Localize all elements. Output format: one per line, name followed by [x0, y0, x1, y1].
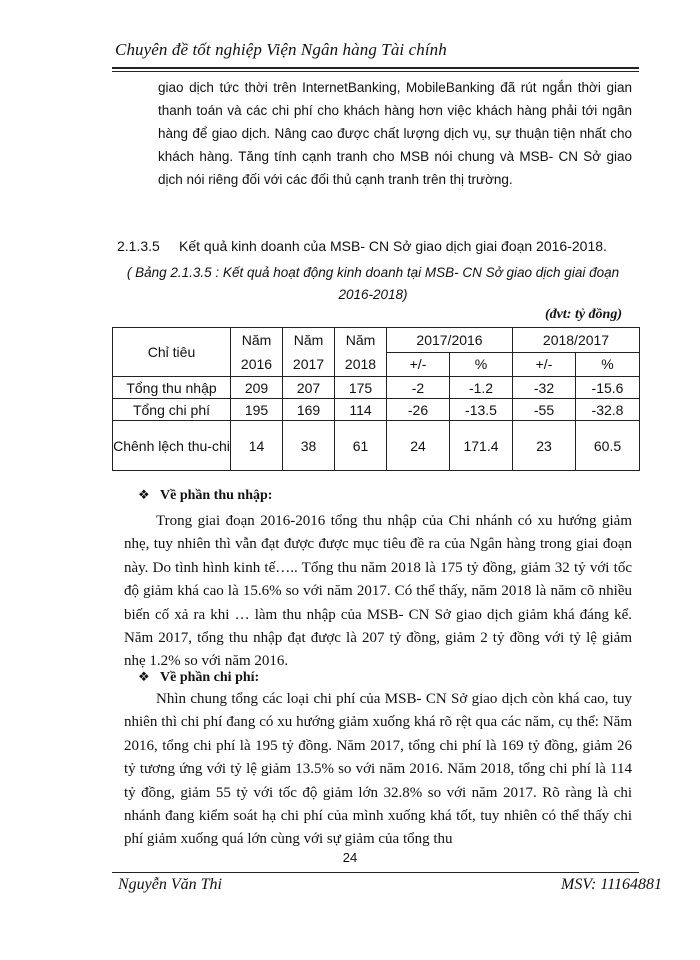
row-label: Tổng chi phí — [113, 399, 231, 421]
business-results-table — [112, 327, 640, 471]
table-cell: 175 — [335, 377, 387, 399]
header-pct-1: % — [450, 352, 513, 377]
header-pct-2: % — [576, 352, 640, 377]
table-cell: 23 — [513, 421, 576, 471]
table-cell: -32 — [513, 377, 576, 399]
table-cell: 114 — [335, 399, 387, 421]
table-cell: 24 — [387, 421, 450, 471]
intro-paragraph: giao dịch tức thời trên InternetBanking, MobileBanking đã rút ngắn thời gian thanh toán và các chi phí cho khách hàng hơn việc khách hàng phải tới ngân hàng để giao dịch. Nâng cao được chất lượng dịch vụ, sự thuận tiện nhất cho khách hàng. Tăng tính cạnh tranh cho MSB nói chung và MSB- CN Sở giao dịch nói riêng đối với các đối thủ cạnh tranh trên thị trường. — [158, 80, 632, 187]
expense-paragraph: Nhìn chung tổng các loại chi phí của MSB- CN Sở giao dịch còn khá cao, tuy nhiên thì chi phí đang có xu hướng giảm xuống khá rõ rệt qua các năm, cụ thể: Năm 2016, tổng chi phí là 195 tỷ đồng. Năm 2017, tổng chi phí là 169 tỷ đồng, giảm 26 tỷ tương ứng với tỷ lệ giảm 13.5% so với năm 2016. Năm 2018, tổng chi phí là 114 tỷ đồng, giảm 55 tỷ với tốc độ giảm lớn 32.8% so với năm 2017. Rõ ràng là chi nhánh đang kiểm soát hạ chi phí của mình xuống khá tốt, tuy nhiên có thể thấy chi phí giảm xuống quá lớn cùng với sự giảm của tổng thu — [124, 691, 632, 848]
income-heading: ❖ Về phần thu nhập: — [138, 487, 273, 503]
table-cell: 195 — [231, 399, 283, 421]
table-cell: 60.5 — [576, 421, 640, 471]
diamond-bullet-icon: ❖ — [138, 487, 150, 502]
table-row — [113, 377, 640, 399]
header-compare-2018-2017: 2018/2017 — [513, 328, 640, 353]
expense-heading: ❖ Về phần chi phí: — [138, 669, 260, 685]
table-cell: 171.4 — [450, 421, 513, 471]
table-cell: -2 — [387, 377, 450, 399]
section-heading — [117, 238, 627, 254]
table-cell: 209 — [231, 377, 283, 399]
row-label: Chênh lệch thu-chi — [113, 421, 231, 471]
header-rule-thin — [112, 71, 639, 72]
table-cell: -32.8 — [576, 399, 640, 421]
header-year-2018: Năm 2018 — [335, 328, 387, 377]
header-compare-2017-2016: 2017/2016 — [387, 328, 513, 353]
header-rule — [112, 67, 639, 69]
header-diff-1: +/- — [387, 352, 450, 377]
header-diff-2: +/- — [513, 352, 576, 377]
footer-student-id: MSV: 11164881 — [560, 876, 662, 893]
table-cell: 61 — [335, 421, 387, 471]
diamond-bullet-icon: ❖ — [138, 669, 150, 684]
header-indicator: Chỉ tiêu — [113, 328, 231, 377]
table-caption: ( Bảng 2.1.3.5 : Kết quả hoạt động kinh doanh tại MSB- CN Sở giao dịch giai đoạn 2016-2018) — [126, 265, 620, 302]
table-cell: 169 — [283, 399, 335, 421]
table-cell: -13.5 — [450, 399, 513, 421]
table-cell: 207 — [283, 377, 335, 399]
page-number: 24 — [342, 850, 358, 865]
table-cell: 14 — [231, 421, 283, 471]
income-paragraph: Trong giai đoạn 2016-2016 tổng thu nhập của Chi nhánh có xu hướng giảm nhẹ, tuy nhiên thì vẫn đạt được được mục tiêu đề ra của Ngân hàng trong giai đoạn này. Do tình hình kinh tế….. Tổng thu năm 2018 là 175 tỷ đồng, giảm 32 tỷ với tốc độ giảm khá cao là 15.6% so với năm 2017. Có thể thấy, năm 2018 là năm cõ nhiều biến cố xả ra khi … làm thu nhập của MSB- CN Sở giao dịch giảm khá đáng kể. Năm 2017, tổng thu nhập đạt được là 207 tỷ đồng, giảm 2 tỷ đồng với tỷ lệ giảm nhẹ 1.2% so với năm 2016. — [124, 513, 632, 670]
section-title: Kết quả kinh doanh của MSB- CN Sở giao dịch giai đoạn 2016-2018. — [179, 238, 607, 254]
header-year-2016: Năm 2016 — [231, 328, 283, 377]
table-cell: -15.6 — [576, 377, 640, 399]
table-row — [113, 399, 640, 421]
page-header-title: Chuyên đề tốt nghiệp Viện Ngân hàng Tài chính — [115, 40, 447, 59]
section-number: 2.1.3.5 — [117, 238, 160, 254]
table-cell: 38 — [283, 421, 335, 471]
row-label: Tổng thu nhập — [113, 377, 231, 399]
table-cell: -55 — [513, 399, 576, 421]
table-row — [113, 421, 640, 471]
footer-rule — [112, 872, 639, 873]
unit-label: (đvt: tỷ đồng) — [545, 307, 622, 322]
header-year-2017: Năm 2017 — [283, 328, 335, 377]
footer-author: Nguyễn Văn Thi — [118, 876, 222, 893]
table-cell: -26 — [387, 399, 450, 421]
table-cell: -1.2 — [450, 377, 513, 399]
